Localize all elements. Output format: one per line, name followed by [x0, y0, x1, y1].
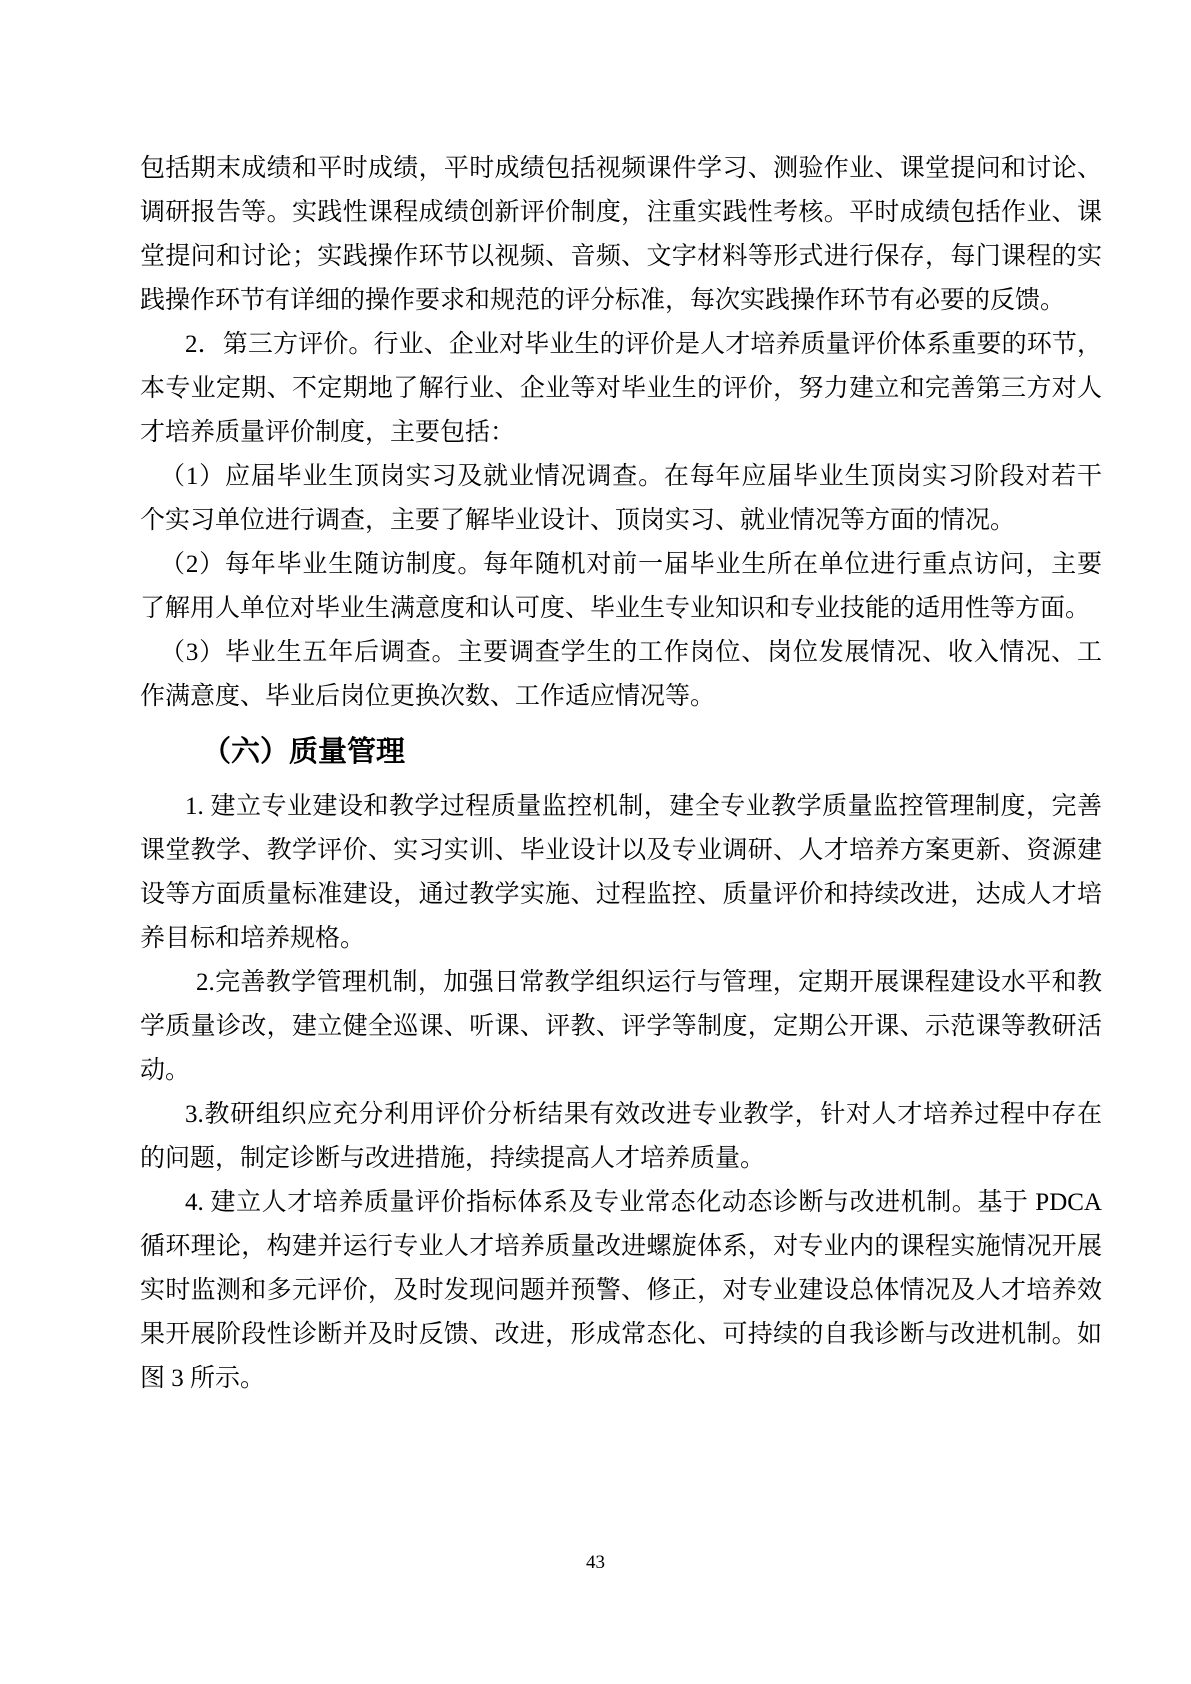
paragraph: [140, 543, 1102, 631]
text-line: 践操作环节有详细的操作要求和规范的评分标准，每次实践操作环节有必要的反馈。: [140, 287, 1066, 314]
paragraph: [140, 785, 1102, 961]
text-line: 设等方面质量标准建设，通过教学实施、过程监控、质量评价和持续改进，达成人才培: [140, 881, 1102, 908]
text-line: 3.教研组织应充分利用评价分析结果有效改进专业教学，针对人才培养过程中存在: [185, 1101, 1102, 1128]
text-line: 个实习单位进行调查，主要了解毕业设计、顶岗实习、就业情况等方面的情况。: [140, 507, 1016, 534]
text-line: 学质量诊改，建立健全巡课、听课、评教、评学等制度，定期公开课、示范课等教研活: [140, 1013, 1102, 1040]
text-line: 堂提问和讨论；实践操作环节以视频、音频、文字材料等形式进行保存，每门课程的实: [140, 243, 1102, 270]
text-line: 4. 建立人才培养质量评价指标体系及专业常态化动态诊断与改进机制。基于 PDCA: [185, 1189, 1102, 1216]
page-content: [140, 147, 1102, 1401]
text-line: 养目标和培养规格。: [140, 925, 366, 952]
text-line: 图 3 所示。: [140, 1365, 266, 1392]
text-line: （1）应届毕业生顶岗实习及就业情况调查。在每年应届毕业生顶岗实习阶段对若干: [160, 463, 1102, 490]
text-line: 的问题，制定诊断与改进措施，持续提高人才培养质量。: [140, 1145, 766, 1172]
text-line: 了解用人单位对毕业生满意度和认可度、毕业生专业知识和专业技能的适用性等方面。: [140, 595, 1091, 622]
text-line: 果开展阶段性诊断并及时反馈、改进，形成常态化、可持续的自我诊断与改进机制。如: [140, 1321, 1102, 1348]
paragraph: [140, 1181, 1102, 1401]
paragraph: [140, 1093, 1102, 1181]
text-line: 作满意度、毕业后岗位更换次数、工作适应情况等。: [140, 683, 716, 710]
text-line: 动。: [140, 1057, 191, 1084]
text-line: 循环理论，构建并运行专业人才培养质量改进螺旋体系，对专业内的课程实施情况开展: [140, 1233, 1102, 1260]
text-line: 2．第三方评价。行业、企业对毕业生的评价是人才培养质量评价体系重要的环节，: [185, 331, 1102, 358]
text-line: （2）每年毕业生随访制度。每年随机对前一届毕业生所在单位进行重点访问，主要: [160, 551, 1102, 578]
section-heading: （六）质量管理: [202, 736, 406, 768]
text-line: 1. 建立专业建设和教学过程质量监控机制，建全专业教学质量监控管理制度，完善: [185, 793, 1102, 820]
page-number: 43: [586, 1552, 605, 1573]
text-line: 本专业定期、不定期地了解行业、企业等对毕业生的评价，努力建立和完善第三方对人: [140, 375, 1102, 402]
text-line: 课堂教学、教学评价、实习实训、毕业设计以及专业调研、人才培养方案更新、资源建: [140, 837, 1102, 864]
text-line: 2.完善教学管理机制，加强日常教学组织运行与管理，定期开展课程建设水平和教: [196, 969, 1102, 996]
text-line: 才培养质量评价制度，主要包括：: [140, 419, 516, 446]
paragraph: [140, 147, 1102, 323]
paragraph: [140, 323, 1102, 455]
text-line: 调研报告等。实践性课程成绩创新评价制度，注重实践性考核。平时成绩包括作业、课: [140, 199, 1102, 226]
text-line: 实时监测和多元评价，及时发现问题并预警、修正，对专业建设总体情况及人才培养效: [140, 1277, 1102, 1304]
paragraph: [140, 961, 1102, 1093]
text-line: 包括期末成绩和平时成绩，平时成绩包括视频课件学习、测验作业、课堂提问和讨论、: [140, 155, 1102, 182]
paragraph: [140, 631, 1102, 719]
text-line: （3）毕业生五年后调查。主要调查学生的工作岗位、岗位发展情况、收入情况、工: [160, 639, 1102, 666]
paragraph: [140, 455, 1102, 543]
